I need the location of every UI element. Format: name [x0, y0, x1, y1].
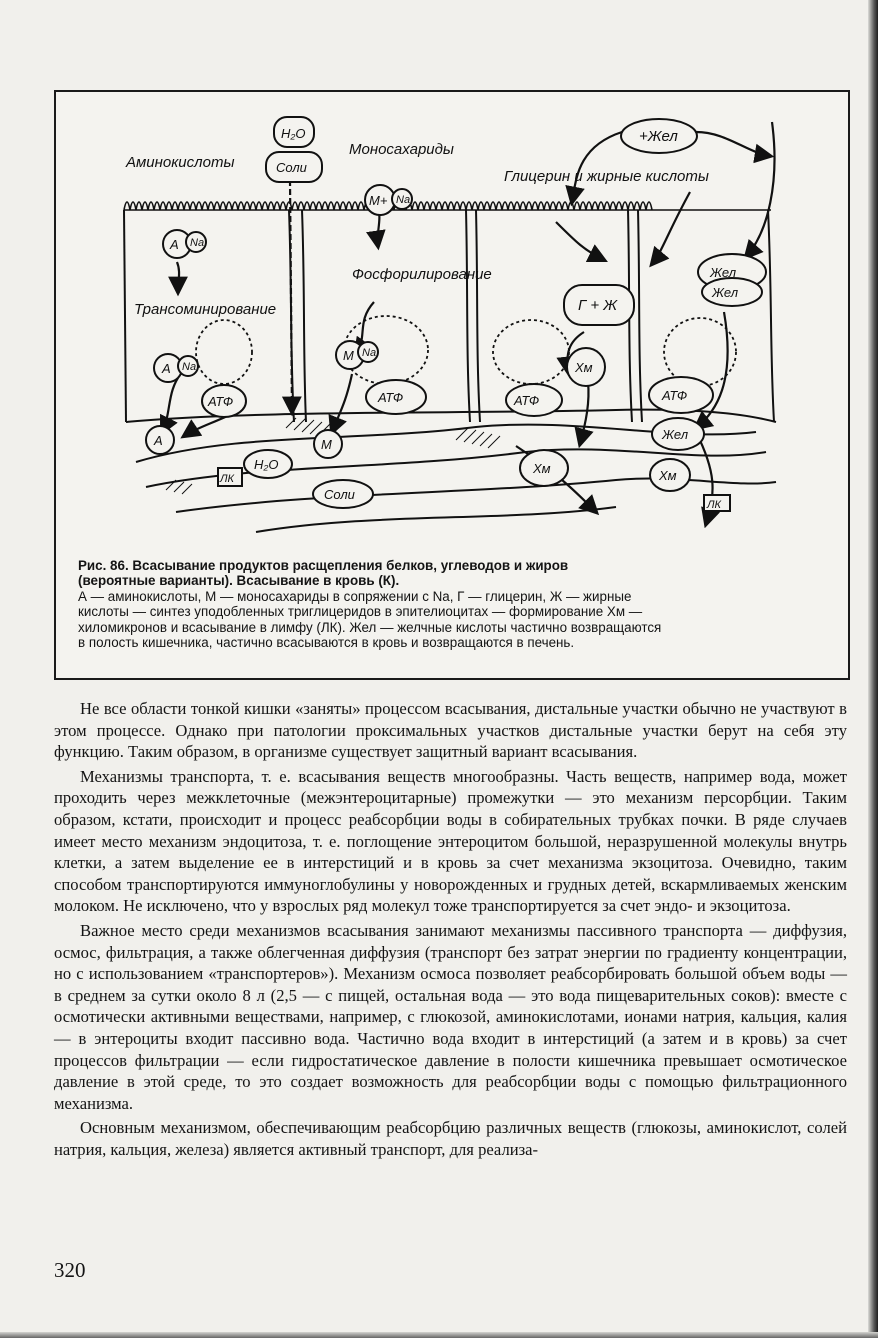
label-bile-3: Жел — [662, 427, 689, 442]
figure-86 — [54, 90, 850, 680]
body-text — [54, 698, 847, 1163]
caption-line: в полость кишечника, частично всасываются в кровь и возвращаются в печень. — [78, 635, 575, 651]
paragraph: Не все области тонкой кишки «заняты» процессом всасывания, дистальные участки обычно не участвуют в этом процессе. Однако при патологии проксимальных участков дистальные участки берут на себя эту функцию. Таким образом, в организме существует защитный вариант всасывания. — [54, 699, 847, 762]
paragraph: Важное место среди механизмов всасывания занимают механизмы пассивного транспорта — диффузия, осмос, фильтрация, а также облегченная диффузия (транспорт без затрат энергии по градиенту концентрации, но с использованием «транспортеров»). Механизм осмоса позволяет реабсорбировать большой объем воды — в среднем за сутки около 8 л (2,5 — с пищей, остальная вода — это вода пищеварительных соков): вместе с осмотически активными веществами, например, с глюкозой, аминокислотами, ионами натрия, кальция, калия — в энтероциты входит пассивно вода. Частично вода входит в интерстиций (а затем и в кровь) за счет процессов фильтрации — если гидростатическое давление в полости кишечника превышает осмотическое давление в этой среде, то это создает возможность для реабсорбции воды с помощью фильтрационного механизма. — [54, 920, 847, 1113]
label-a-1: А — [170, 237, 179, 252]
label-phosphorylation: Фосфорилирование — [352, 266, 492, 283]
paragraph: Основным механизмом, обеспечивающим реабсорбцию различных веществ (глюкозы, аминокислот, солей натрия, кальция, железа) является активный транспорт, для реализа- — [54, 1118, 847, 1159]
figure-caption — [78, 558, 830, 650]
label-lk-2: ЛК — [707, 499, 722, 511]
label-amino-acids: Аминокислоты — [126, 154, 235, 171]
scan-edge-bottom — [0, 1332, 878, 1338]
label-transamination: Трансоминирование — [134, 301, 277, 318]
label-monosaccharides: Моносахариды — [349, 141, 454, 158]
label-atp-3: АТФ — [514, 393, 540, 408]
label-atp-2: АТФ — [378, 390, 404, 405]
label-chm-2: Хм — [533, 461, 551, 476]
scan-edge-right — [868, 0, 878, 1338]
label-h2o-bottom: H₂O — [254, 457, 279, 472]
label-glycerol-fatty-acids: Глицерин и жирные кислоты — [504, 168, 709, 185]
label-m-3: М — [321, 437, 332, 452]
label-atp-1: АТФ — [208, 394, 234, 409]
label-chm-3: Хм — [659, 468, 677, 483]
label-g-zh: Г + Ж — [578, 297, 618, 314]
label-a-2: А — [162, 361, 171, 376]
absorption-diagram — [56, 92, 848, 552]
label-chm-1: Хм — [575, 360, 593, 375]
label-salts-bottom: Соли — [324, 487, 355, 502]
label-h2o: H₂O — [281, 126, 306, 141]
label-na-3: Na — [182, 361, 197, 373]
caption-title-line-1: Рис. 86. Всасывание продуктов расщепления белков, углеводов и жиров — [78, 558, 569, 573]
label-bile-2: Жел — [712, 285, 739, 300]
label-na-1: Na — [190, 237, 205, 249]
label-plus-bile: +Жел — [639, 128, 678, 145]
label-atp-4: АТФ — [662, 388, 688, 403]
label-na-2: Na — [396, 194, 411, 206]
label-m-plus: М+ — [369, 193, 388, 208]
label-bile-1: Жел — [710, 265, 737, 280]
paragraph: Механизмы транспорта, т. е. всасывания веществ многообразны. Часть веществ, например вода, может проходить через межклеточные (межэнтероцитарные) промежутки — это механизм персорбции. Таким образом, кстати, происходит и процесс реабсорбции воды в собирательных трубках почки. В ряде случаев имеет место механизм эндоцитоза, т. е. поглощение энтероцитом большой, неразрушенной молекулы внутрь клетки, а затем выделение ее в интерстиций и в кровь за счет механизма экзоцитоза. Очевидно, таким способом транспортируются иммуноглобулины у новорожденных и грудных детей, вскармливаемых женским молоком. Не исключено, что у взрослых ряд молекул тоже транспортируется за счет эндо- и экзоцитоза. — [54, 766, 847, 916]
label-na-4: Na — [362, 347, 377, 359]
caption-line: хиломикронов и всасывание в лимфу (ЛК). Жел — желчные кислоты частично возвращаются — [78, 619, 662, 635]
caption-title-line-2: (вероятные варианты). Всасывание в кровь (К). — [78, 573, 400, 589]
label-a-3: А — [154, 433, 163, 448]
page-number: 320 — [54, 1258, 86, 1282]
nuclei — [196, 316, 736, 386]
caption-line: кислоты — синтез уподобленных триглицеридов в эпителиоцитах — формирование Хм — — [78, 604, 643, 620]
label-salts: Соли — [276, 160, 307, 175]
label-m-2: М — [343, 348, 354, 363]
caption-line: А — аминокислоты, М — моносахариды в сопряжении с Na, Г — глицерин, Ж — жирные — [78, 588, 632, 604]
label-lk-1: ЛК — [220, 473, 235, 485]
